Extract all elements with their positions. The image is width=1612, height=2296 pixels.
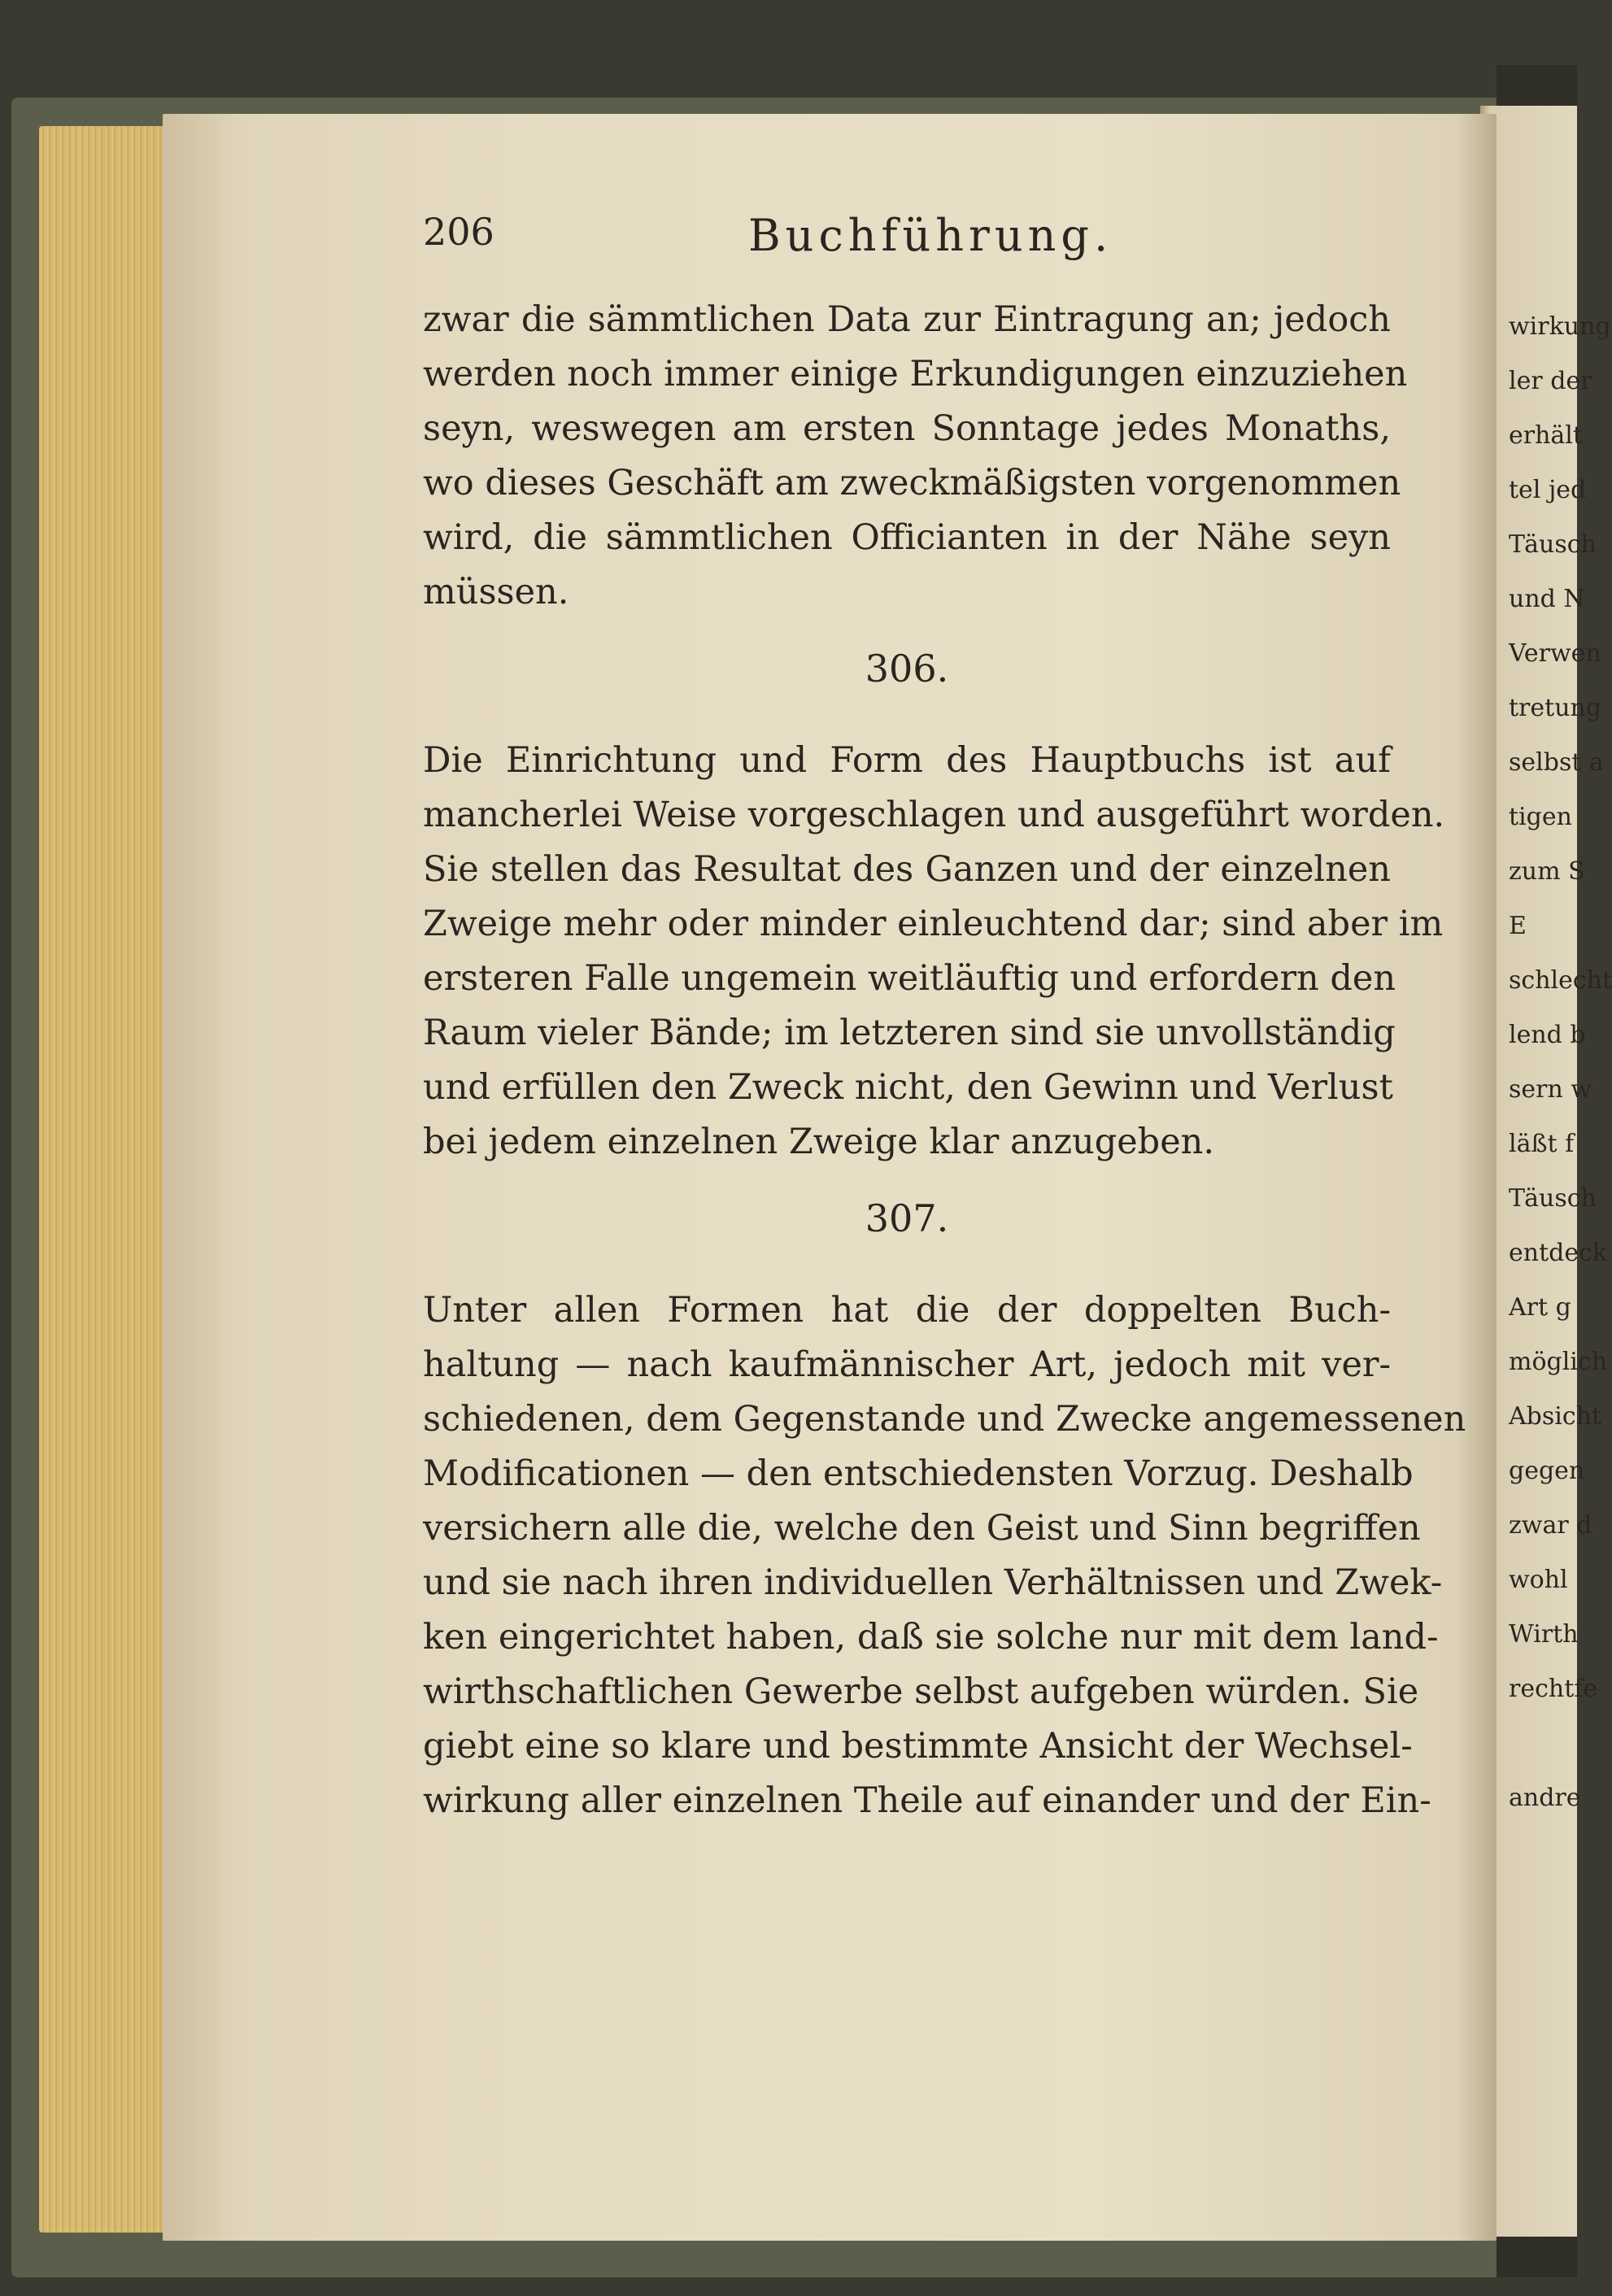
right-page-fragment: wohl <box>1509 1566 1568 1594</box>
text-block <box>423 293 1466 1828</box>
text-line: bei jedem einzelnen Zweige klar anzugeben. <box>423 1122 1215 1162</box>
text-line: Modificationen — den entschiedensten Vorzug. Deshalb <box>423 1453 1414 1494</box>
right-page-fragment: E <box>1509 912 1527 940</box>
right-page-fragment: entdeck <box>1509 1239 1608 1267</box>
right-page-fragment: wirkung <box>1509 312 1611 341</box>
text-line: müssen. <box>423 572 569 612</box>
text-line: ersteren Falle ungemein weitläuftig und erfordern den <box>423 958 1396 999</box>
right-page-fragments <box>1509 299 1612 1825</box>
text-line: versichern alle die, welche den Geist und Sinn begriffen <box>423 1508 1421 1549</box>
page-number: 206 <box>423 210 494 254</box>
right-page-fragment: tel jed <box>1509 476 1587 504</box>
text-line: schiedenen, dem Gegenstande und Zwecke angemessenen <box>423 1399 1466 1440</box>
right-page-fragment: zum S <box>1509 857 1585 886</box>
right-page-fragment: schlecht <box>1509 966 1612 995</box>
right-page-fragment: Täusch <box>1509 1184 1597 1213</box>
section-306-text <box>423 734 1445 1170</box>
right-page-fragment: ler der <box>1509 367 1592 395</box>
text-line: und erfüllen den Zweck nicht, den Gewinn und Verlust <box>423 1067 1393 1108</box>
right-page-fragment: Art g <box>1509 1293 1571 1322</box>
right-page-fragment: Täusch <box>1509 530 1597 559</box>
text-line: giebt eine so klare und bestimmte Ansicht der Wechsel- <box>423 1726 1413 1767</box>
right-page-fragment: und N <box>1509 585 1585 613</box>
text-line: wirthschaftlichen Gewerbe selbst aufgeben würden. Sie <box>423 1671 1419 1712</box>
text-line: ken eingerichtet haben, daß sie solche nur mit dem land- <box>423 1617 1439 1658</box>
right-page-fragment: läßt f <box>1509 1130 1575 1158</box>
section-number-307: 307. <box>865 1196 949 1240</box>
right-page-fragment <box>1509 1716 1577 1771</box>
right-page-fragment: zwar d <box>1509 1511 1592 1540</box>
right-page-fragment: andre <box>1509 1784 1581 1812</box>
right-page-fragment: möglich <box>1509 1348 1608 1376</box>
section-number-306: 306. <box>865 647 949 691</box>
right-page-fragment: tigen <box>1509 803 1572 831</box>
running-head: Buchführung. <box>748 210 1113 261</box>
right-page-fragment: lend b <box>1509 1021 1586 1049</box>
text-line: werden noch immer einige Erkundigungen einzuziehen <box>423 354 1408 394</box>
paragraph-1 <box>423 293 1408 620</box>
right-page-fragment: Wirth <box>1509 1620 1579 1649</box>
text-line: Die Einrichtung und Form des Hauptbuchs ist auf <box>423 740 1391 781</box>
right-page-fragment: sern w <box>1509 1075 1592 1104</box>
page-header <box>423 210 1391 267</box>
text-line: und sie nach ihren individuellen Verhältnissen und Zwek- <box>423 1562 1443 1603</box>
text-line: zwar die sämmtlichen Data zur Eintragung an; jedoch <box>423 299 1391 340</box>
right-page-fragment: erhält <box>1509 421 1583 450</box>
text-line: wo dieses Geschäft am zweckmäßigsten vorgenommen <box>423 463 1401 503</box>
text-line: wirkung aller einzelnen Theile auf einander und der Ein- <box>423 1780 1431 1821</box>
right-page-fragment: selbst a <box>1509 748 1604 777</box>
text-line: seyn, weswegen am ersten Sonntage jedes Monaths, <box>423 408 1391 449</box>
right-page-fragment: Verwen <box>1509 639 1601 668</box>
right-page-fragment: tretung <box>1509 694 1602 722</box>
right-page-fragment: gegen <box>1509 1457 1585 1485</box>
text-line: Sie stellen das Resultat des Ganzen und der einzelnen <box>423 849 1391 890</box>
right-page-fragment: Absicht <box>1509 1402 1602 1431</box>
text-line: Zweige mehr oder minder einleuchtend dar; sind aber im <box>423 904 1444 944</box>
text-line: wird, die sämmtlichen Officianten in der Nähe seyn <box>423 517 1391 558</box>
text-line: Raum vieler Bände; im letzteren sind sie unvollständig <box>423 1013 1396 1053</box>
text-line: Unter allen Formen hat die der doppelten Buch- <box>423 1290 1391 1331</box>
section-307-text <box>423 1283 1466 1828</box>
right-page-fragment: rechtfe <box>1509 1675 1598 1703</box>
text-line: mancherlei Weise vorgeschlagen und ausgeführt worden. <box>423 795 1445 835</box>
text-line: haltung — nach kaufmännischer Art, jedoch mit ver- <box>423 1344 1391 1385</box>
